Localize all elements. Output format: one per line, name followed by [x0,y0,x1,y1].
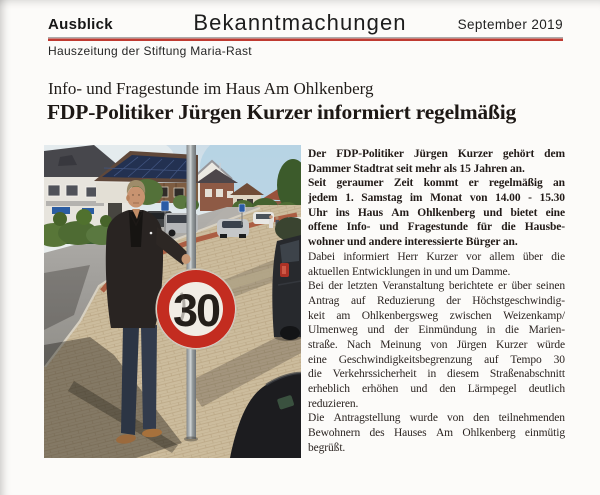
article-line: aktuellen Entwicklungen in und um Damme. [308,265,511,278]
speed-limit-sign [156,269,236,349]
speed-limit-value: 30 [172,285,220,336]
masthead-section-label: Ausblick [48,16,113,33]
article-line: erheblich erhöhen und den Lärmpegel deutlich [308,383,565,395]
masthead-issue-date: September 2019 [457,17,563,32]
article-line: Bewohnern des Hauses Am Ohlkenberg einmütig [308,427,565,440]
article-line: eine Geschwindigkeitsbegrenzung auf Tempo 30 [308,353,565,366]
article-line: Die Antragstellung wurde von den teilnehmenden [308,412,565,425]
article-body [308,147,565,455]
article-headline: FDP-Politiker Jürgen Kurzer informiert regelmäßig [47,100,517,124]
article-line: reduzieren. [308,397,359,410]
article-line: offene Info- und Fragestunde für die Hausbe- [308,221,565,234]
article-line: Uhr ins Haus Am Ohlkenberg und bietet eine [308,206,565,219]
article-line: straße. Nach Meinung von Jürgen Kurzer würde [308,338,565,351]
article-line: Ulmenweg und der Einmündung in die Marien- [308,324,565,337]
masthead-title: Bekanntmachungen [193,10,407,35]
article-line: begrüßt. [308,441,346,454]
article-line: Der FDP-Politiker Jürgen Kurzer gehört dem [308,148,565,160]
article-line: Bei der letzten Veranstaltung berichtete er über seinen [308,280,565,293]
article-kicker: Info- und Fragestunde im Haus Am Ohlkenberg [48,79,374,98]
masthead-subtitle: Hauszeitung der Stiftung Maria-Rast [48,44,252,58]
article-line: Dammer Stadtrat seit mehr als 15 Jahren an. [308,162,525,175]
article-line: wohner und andere interessierte Bürger an. [308,236,518,249]
article-line: die Verkehrssicherheit in diesem Straßenabschnitt [308,368,565,381]
article-line: jedem 1. Samstag im Monat von 14.00 - 15.30 [308,192,565,205]
article-line: Dabei informiert Herr Kurzer vor allem über die [308,250,565,263]
article-photo [44,145,301,458]
article-line: Antrag auf Reduzierung der Höchstgeschwindig- [308,294,565,307]
article-line: keit am Ohlkenbergsweg zwischen Weizenkamp/ [308,309,565,322]
masthead-rule [48,37,563,41]
article-line: Seit geraumer Zeit kommt er regelmäßig an [308,177,565,190]
